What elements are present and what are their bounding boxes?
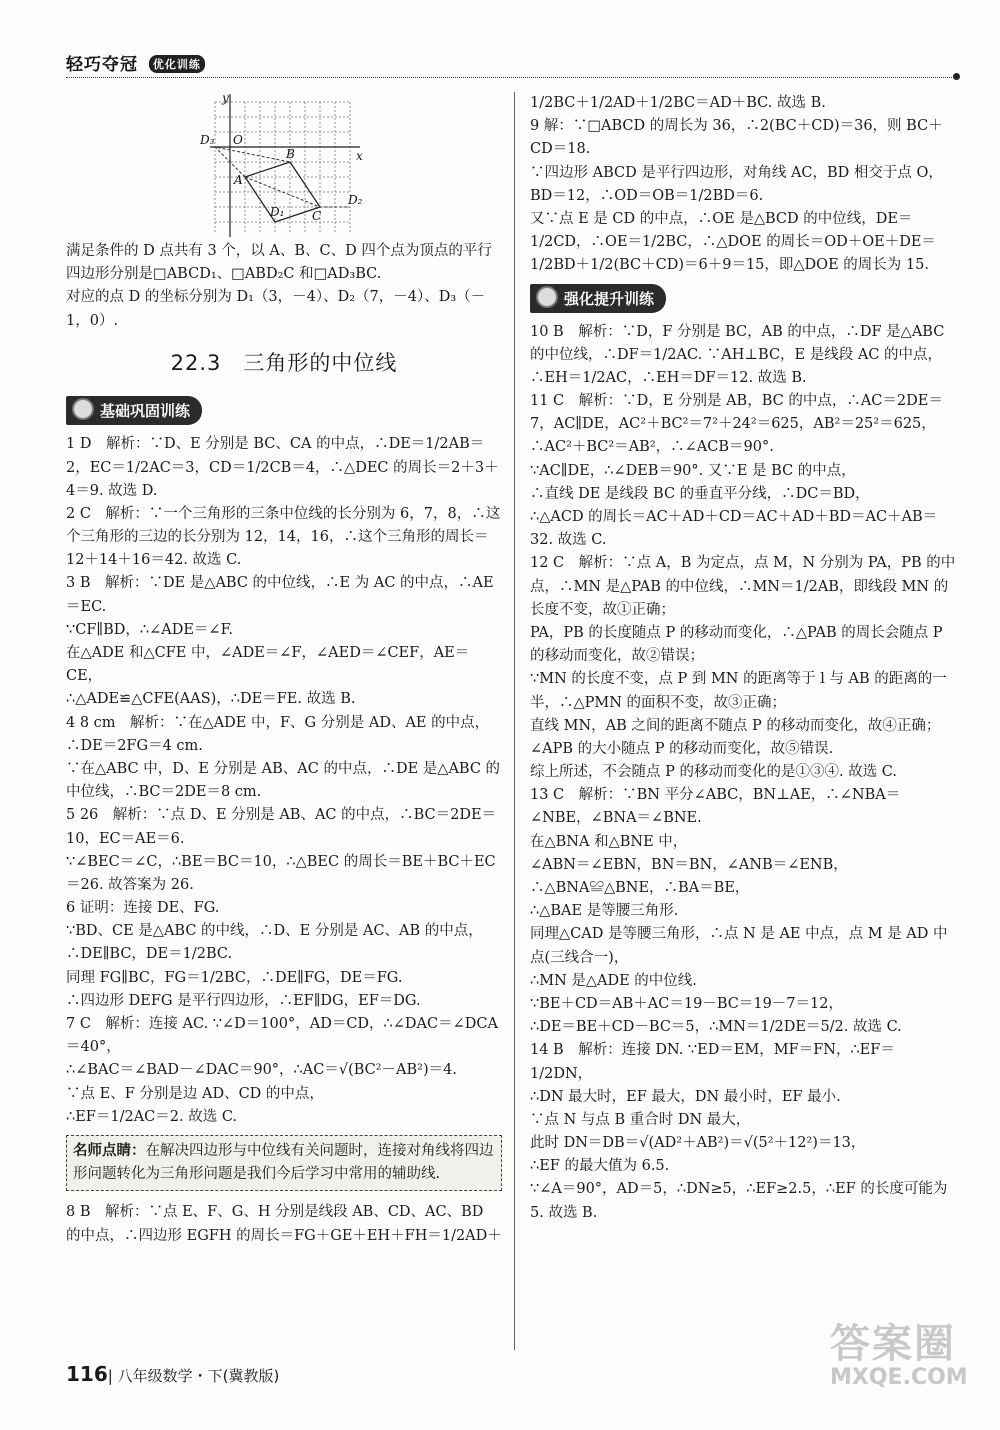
answer-item: ∴MN 是△ADE 的中位线. xyxy=(530,972,697,989)
label-b: B xyxy=(286,147,295,161)
answer-item: ∠ABN＝∠EBN，BN＝BN，∠ANB＝∠ENB，∴△BNA≌△BNE，∴BA＝BE， xyxy=(530,856,848,896)
answer-item: ∵CF∥BD，∴∠ADE＝∠F. xyxy=(66,621,233,638)
answer-item: ∴△BAE 是等腰三角形. xyxy=(530,903,679,920)
brand-tag: 优化训练 xyxy=(149,55,205,73)
answer-item: ∠APB 的大小随点 P 的移动而变化，故⑤错误. xyxy=(530,740,834,757)
answer-item: 3 B 解析：∵DE 是△ABC 的中位线，∴E 为 AC 的中点，∴AE＝EC. xyxy=(66,575,494,615)
label-d2: D₂ xyxy=(348,193,363,207)
tip-text: 在解决四边形与中位线有关问题时，连接对角线将四边形问题转化为三角形问题是我们今后学习中常用的辅助线. xyxy=(73,1142,494,1183)
answer-item: ∴DN 最大时，EF 最大，DN 最小时，EF 最小. xyxy=(530,1088,841,1105)
footer-sep: | xyxy=(107,1367,113,1385)
column-divider xyxy=(514,92,515,1350)
answer-item: 综上所述，不会随点 P 的移动而变化的是①③④. 故选 C. xyxy=(530,764,897,781)
teacher-tip-box xyxy=(66,1135,502,1191)
label-c: C xyxy=(312,209,322,223)
medal-icon xyxy=(536,286,558,308)
answer-item: 2 C 解析：∵一个三角形的三条中位线的长分别为 6，7，8，∴这个三角形的三边的长分别为 12，14，16，∴这个三角形的周长＝12＋14＋16＝42. 故选 C. xyxy=(66,505,501,569)
answer-item: 在△ADE 和△CFE 中，∠ADE＝∠F，∠AED＝∠CEF，AE＝CE， xyxy=(66,645,470,685)
answer-item: ∴EF＝1/2AC＝2. 故选 C. xyxy=(66,1108,238,1125)
label-y: y xyxy=(222,92,229,105)
answer-item: 7 C 解析：连接 AC. ∵∠D＝100°，AD＝CD，∴∠DAC＝∠DCA＝40°， xyxy=(66,1016,498,1056)
watermark-url: MXQE.COM xyxy=(830,1365,968,1390)
page-number: 116 xyxy=(66,1362,108,1386)
answer-item: 10 B 解析：∵D，F 分别是 BC，AB 的中点，∴DF 是△ABC 的中位线，∴DF＝1/2AC. ∵AH⊥BC，E 是线段 AC 的中点，∴EH＝1/2AC，∴EH＝DF＝12. 故选 B. xyxy=(530,323,945,386)
answer-item: 直线 MN，AB 之间的距离不随点 P 的移动而变化，故④正确； xyxy=(530,717,941,734)
book-title: 八年级数学・下(冀教版) xyxy=(117,1367,280,1385)
label-d3: D₃ xyxy=(200,133,215,147)
label-o: O xyxy=(233,133,243,147)
right-column xyxy=(530,92,956,1225)
answer-item: 又∵点 E 是 CD 的中点，∴OE 是△BCD 的中位线，DE＝1/2CD，∴OE＝1/2BC，∴△DOE 的周长＝OD＋OE＋DE＝1/2BD＋1/2(BC＋CD)＝6＋9＝15，即△DOE 的周长为 15. xyxy=(530,210,936,274)
answer-item: 同理△CAD 是等腰三角形，∴点 N 是 AE 中点，点 M 是 AD 中点(三线合一)， xyxy=(530,926,948,966)
answer-item: ∴∠BAC＝∠BAD－∠DAC＝90°，∴AC＝√(BC²－AB²)＝4. xyxy=(66,1062,457,1079)
watermark-logo xyxy=(830,1312,980,1412)
answer-item: ∴DE＝BE＋CD－BC＝5，∴MN＝1/2DE＝5/2. 故选 C. xyxy=(530,1019,902,1036)
answer-item: ∴直线 DE 是线段 BC 的垂直平分线，∴DC＝BD， xyxy=(530,485,870,502)
answer-item: 4 8 cm 解析：∵在△ADE 中，F、G 分别是 AD、AE 的中点，∴DE＝2FG＝4 cm. xyxy=(66,714,490,754)
answer-item: ∵∠BEC＝∠C，∴BE＝BC＝10，∴△BEC 的周长＝BE＋BC＋EC＝26. 故答案为 26. xyxy=(66,853,496,893)
answer-item: 1/2BC＋1/2AD＋1/2BC＝AD＋BC. 故选 B. xyxy=(530,95,826,111)
answer-item: 8 B 解析：∵点 E、F、G、H 分别是线段 AB、CD、AC、BD 的中点，∴四边形 EGFH 的周长＝FG＋GE＋EH＋FH＝1/2AD＋ xyxy=(66,1204,502,1244)
page-footer xyxy=(66,1362,279,1386)
answer-item: ∵点 N 与点 B 重合时 DN 最大， xyxy=(530,1111,751,1128)
intro-paragraph: 满足条件的 D 点共有 3 个，以 A、B、C、D 四个点为顶点的平行四边形分别是□ABCD₁、□ABD₂C 和□AD₃BC. xyxy=(66,243,492,283)
label-x: x xyxy=(356,149,363,163)
answer-item: 14 B 解析：连接 DN. ∵ED＝EM，MF＝FN，∴EF＝1/2DN， xyxy=(530,1042,895,1082)
label-d1: D₁ xyxy=(270,205,285,219)
answer-item: 13 C 解析：∵BN 平分∠ABC，BN⊥AE，∴∠NBA＝∠NBE，∠BNA＝∠BNE. xyxy=(530,787,901,827)
answer-item: ∵BD、CE 是△ABC 的中线，∴D、E 分别是 AC、AB 的中点，∴DE∥BC，DE＝1/2BC. xyxy=(66,923,483,963)
banner-label: 基础巩固训练 xyxy=(100,402,191,421)
section-banner xyxy=(66,396,202,425)
brand-name: 轻巧夺冠 xyxy=(66,55,138,75)
answer-item: 5 26 解析：∵点 D、E 分别是 AB、AC 的中点，∴BC＝2DE＝10，EC＝AE＝6. xyxy=(66,807,497,847)
answer-item: ∵AC∥DE，∴∠DEB＝90°. 又∵E 是 BC 的中点， xyxy=(530,462,856,479)
header-divider xyxy=(66,77,956,78)
watermark-text: 答案圈 xyxy=(830,1321,956,1367)
banner-label: 强化提升训练 xyxy=(564,289,655,308)
answer-item: ∵点 E、F 分别是边 AD、CD 的中点， xyxy=(66,1085,324,1102)
intro-paragraph: 对应的点 D 的坐标分别为 D₁（3，－4）、D₂（7，－4）、D₃（－1，0）. xyxy=(66,289,486,329)
section-banner xyxy=(530,284,666,313)
answer-item: ∴四边形 DEFG 是平行四边形，∴EF∥DG，EF＝DG. xyxy=(66,992,421,1009)
answer-item: 6 证明：连接 DE、FG. xyxy=(66,900,220,917)
brand-logo xyxy=(66,50,205,75)
page-header xyxy=(66,50,956,80)
answer-item: ∴△ADE≌△CFE(AAS)，∴DE＝FE. 故选 B. xyxy=(66,691,356,708)
answer-item: 11 C 解析：∵D，E 分别是 AB，BC 的中点，∴AC＝2DE＝7，AC∥DE，AC²＋BC²＝7²＋24²＝625，AB²＝25²＝625，∴AC²＋BC²＝AB²，∴∠ACB＝90°. xyxy=(530,393,943,456)
answer-item: ∵在△ABC 中，D、E 分别是 AB、AC 的中点，∴DE 是△ABC 的中位线，∴BC＝2DE＝8 cm. xyxy=(66,760,501,801)
answer-item: ∵四边形 ABCD 是平行四边形，对角线 AC，BD 相交于点 O，BD＝12，∴OD＝OB＝1/2BD＝6. xyxy=(530,164,943,204)
answer-item: ∵∠A＝90°，AD＝5，∴DN≥5，∴EF≥2.5，∴EF 的长度可能为 5. 故选 B. xyxy=(530,1181,948,1221)
answer-item: 9 解：∵□ABCD 的周长为 36，∴2(BC＋CD)＝36，则 BC＋CD＝18. xyxy=(530,118,943,158)
answer-item: 在△BNA 和△BNE 中， xyxy=(530,833,688,850)
answer-item: PA，PB 的长度随点 P 的移动而变化，∴△PAB 的周长会随点 P 的移动而变化，故②错误； xyxy=(530,624,943,665)
answer-item: ∵MN 的长度不变，点 P 到 MN 的距离等于 l 与 AB 的距离的一半，∴△PMN 的面积不变，故③正确； xyxy=(530,671,947,711)
answer-item: ∴△ACD 的周长＝AC＋AD＋CD＝AC＋AD＋BD＝AC＋AB＝32. 故选 C. xyxy=(530,509,938,549)
left-column xyxy=(66,240,502,1248)
answer-item: 1 D 解析：∵D、E 分别是 BC、CA 的中点，∴DE＝1/2AB＝2，EC＝1/2AC＝3，CD＝1/2CB＝4，∴△DEC 的周长＝2＋3＋4＝9. 故选 D. xyxy=(66,436,499,499)
answer-item: 12 C 解析：∵点 A，B 为定点，点 M，N 分别为 PA，PB 的中点，∴MN 是△PAB 的中位线，∴MN＝1/2AB，即线段 MN 的长度不变，故①正确； xyxy=(530,555,956,618)
medal-icon xyxy=(72,398,94,420)
answer-item: ∵BE＋CD＝AB＋AC＝19－BC＝19－7＝12， xyxy=(530,995,843,1012)
answer-item: 同理 FG∥BC，FG＝1/2BC，∴DE∥FG，DE＝FG. xyxy=(66,969,403,986)
answer-item: ∴EF 的最大值为 6.5. xyxy=(530,1158,670,1175)
label-a: A xyxy=(234,173,243,187)
section-title: 22.3 三角形的中位线 xyxy=(170,350,398,375)
tip-label: 名师点睛： xyxy=(73,1142,146,1159)
header-dot xyxy=(953,73,960,80)
coordinate-graph xyxy=(200,92,370,240)
answer-item: 此时 DN＝DB＝√(AD²＋AB²)＝√(5²＋12²)＝13， xyxy=(530,1135,866,1152)
